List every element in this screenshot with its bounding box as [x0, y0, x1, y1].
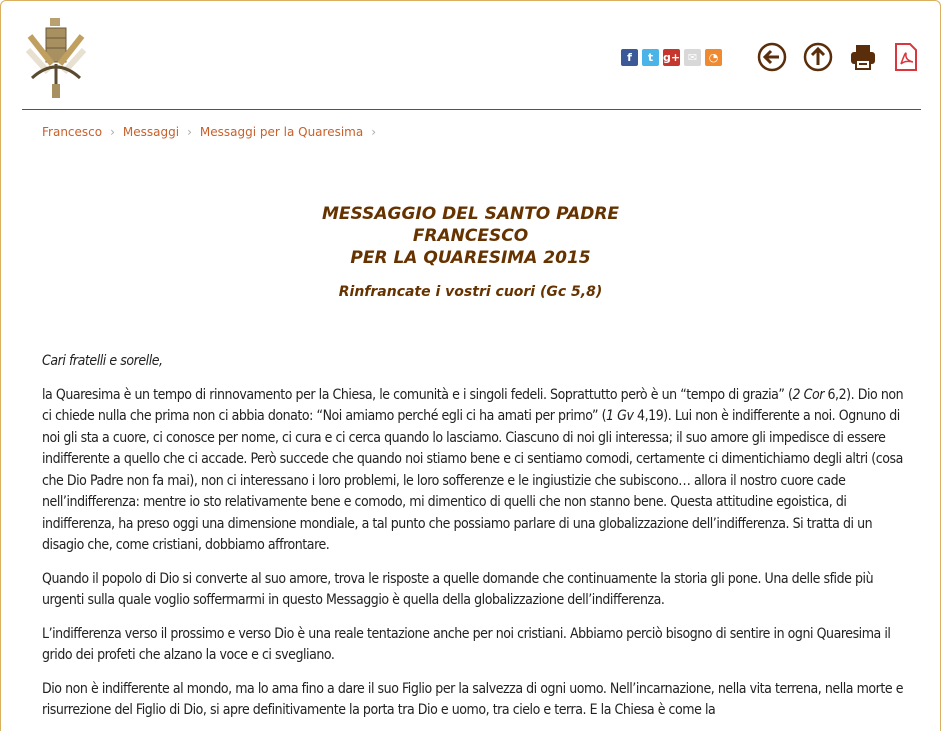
page-title: [0, 203, 941, 269]
up-arrow-icon[interactable]: [803, 42, 833, 72]
breadcrumb: [42, 125, 376, 139]
text-segment: 4,19). Lui non è indifferente a noi. Ognuno di noi gli sta a cuore, ci conosce per nome, ci cura e ci cerca quando lo lasciamo. Ciascuno di noi gli interessa; il suo amore gli impedisce di essere indifferente a quello che ci accade. Però succede che quando noi stiamo bene e ci sentiamo comodi, certamente ci dimentichiamo degli altri (cosa che Dio Padre non fa mai), non ci interessano i loro problemi, le loro sofferenze e le ingiustizie che subiscono… allora il nostro cuore cade nell’indifferenza: mentre io sto relativamente bene e comodo, mi dimentico di quelli che non stanno bene. Questa attitudine egoistica, di indifferenza, ha preso oggi una dimensione mondiale, a tal punto che possiamo parlare di una globalizzazione dell’indifferenza. Si tratta di un disagio che, come cristiani, dobbiamo affrontare.: [42, 408, 903, 553]
text-segment: L’indifferenza verso il prossimo e verso Dio è una reale tentazione anche per noi cristiani. Abbiamo perciò bisogno di sentire in ogni Quaresima il grido dei profeti che alzano la voce e ci svegliano.: [42, 625, 891, 663]
title-line: FRANCESCO: [412, 226, 529, 246]
twitter-icon[interactable]: t: [642, 49, 659, 66]
paragraph: [42, 679, 912, 722]
paragraph: [42, 385, 912, 557]
message-body: [42, 351, 912, 734]
text-segment: Dio non è indifferente al mondo, ma lo ama fino a dare il suo Figlio per la salvezza di ogni uomo. Nell’incarnazione, nella vita terrena, nella morte e risurrezione del Figlio di Dio, si apre definitivamente la porta tra Dio e uomo, tra cielo e terra. E la Chiesa è come la: [42, 680, 904, 718]
email-icon[interactable]: ✉: [684, 49, 701, 66]
pdf-icon[interactable]: [893, 42, 919, 72]
print-icon[interactable]: [849, 43, 877, 71]
title-line: PER LA QUARESIMA 2015: [350, 248, 591, 268]
breadcrumb-separator: ›: [371, 125, 377, 139]
google-plus-icon[interactable]: g+: [662, 51, 681, 64]
scripture-reference: 2 Cor: [792, 386, 824, 403]
greeting: Cari fratelli e sorelle,: [42, 353, 163, 369]
header-divider: [22, 109, 921, 110]
rss-icon[interactable]: ◔: [705, 49, 722, 66]
coat-of-arms-logo[interactable]: [22, 16, 90, 100]
paragraph: [42, 624, 912, 667]
paragraph: [42, 569, 912, 612]
back-arrow-icon[interactable]: [757, 42, 787, 72]
scripture-reference: 1 Gv: [606, 408, 634, 424]
breadcrumb-link[interactable]: Francesco: [42, 125, 103, 139]
breadcrumb-link[interactable]: Messaggi per la Quaresima: [199, 125, 364, 139]
text-segment: la Quaresima è un tempo di rinnovamento per la Chiesa, le comunità e i singoli fedeli. Soprattutto però è un “tempo di grazia” (: [42, 386, 793, 403]
breadcrumb-separator: ›: [187, 125, 192, 139]
facebook-icon[interactable]: f: [621, 49, 638, 66]
text-segment: Quando il popolo di Dio si converte al suo amore, trova le risposte a quelle domande che continuamente la storia gli pone. Una delle sfide più urgenti sulla quale voglio soffermarmi in questo Messaggio è quella della globalizzazione dell’indifferenza.: [42, 570, 874, 608]
page-tools: [757, 42, 919, 72]
breadcrumb-link[interactable]: Messaggi: [122, 125, 180, 139]
text-segment: 6,2). Dio non ci chiede nulla che prima non ci abbia donato: “Noi amiamo perché egli ci ha amati per primo” (: [42, 386, 904, 424]
title-line: MESSAGGIO DEL SANTO PADRE: [321, 204, 620, 224]
breadcrumb-separator: ›: [110, 125, 115, 139]
page-subtitle: Rinfrancate i vostri cuori (Gc 5,8): [338, 284, 603, 300]
social-share-bar: [621, 49, 722, 66]
